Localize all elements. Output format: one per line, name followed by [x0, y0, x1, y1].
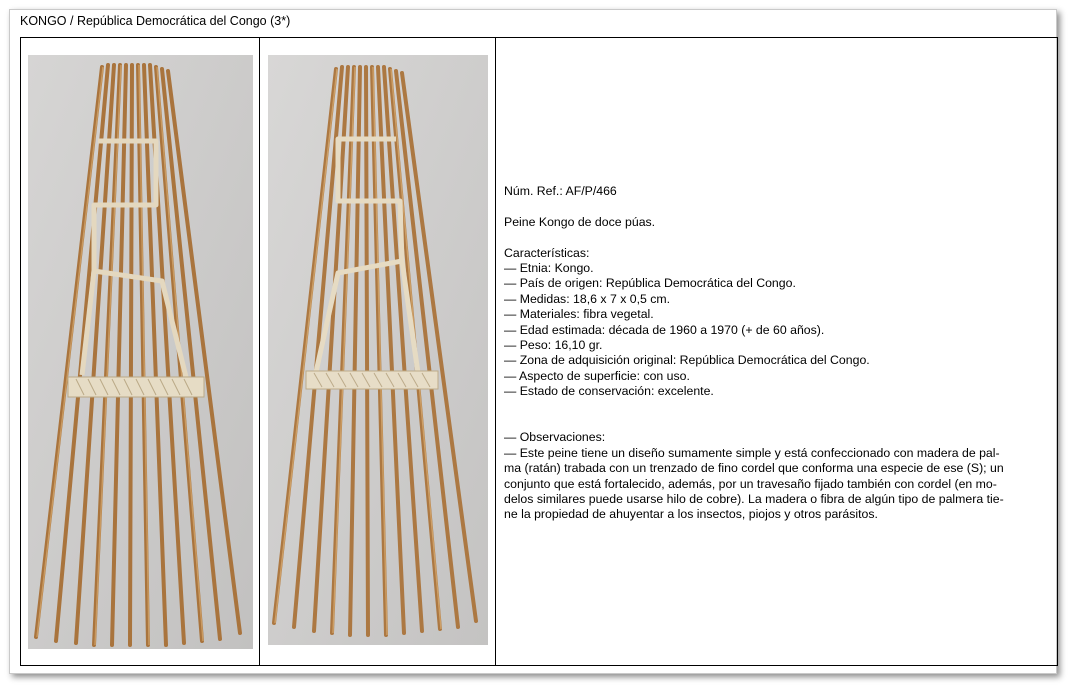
comb-photo-front — [28, 55, 253, 649]
observations-line: delos similares puede usarse hilo de cobre). La madera o fibra de algún tipo de palmera tie- — [504, 492, 1004, 507]
item-summary: Peine Kongo de doce púas. — [504, 214, 656, 229]
observations-line: conjunto que está fortalecido, además, por un travesaño fijado también con cordel (en mo- — [504, 476, 997, 491]
photo-cell-back — [260, 38, 496, 665]
characteristic-item: — País de origen: República Democrática del Congo. — [504, 276, 796, 291]
characteristics-title: Características: — [504, 245, 590, 260]
item-description — [504, 184, 1049, 523]
comb-image-back — [268, 55, 488, 645]
observations-line: ma (ratán) trabada con un trenzado de fino cordel que conforma una especie de ese (S); un — [504, 461, 1004, 476]
comb-photo-back — [268, 55, 488, 645]
characteristic-item: — Peso: 16,10 gr. — [504, 338, 603, 353]
characteristic-item: — Etnia: Kongo. — [504, 261, 594, 275]
observations-line: ne la propiedad de ahuyentar a los insectos, piojos y otros parásitos. — [504, 507, 878, 522]
characteristic-item: — Materiales: fibra vegetal. — [504, 307, 654, 322]
characteristic-item: — Estado de conservación: excelente. — [504, 384, 714, 399]
photo-cell-front — [21, 38, 260, 665]
characteristic-item: — Zona de adquisición original: República Democrática del Congo. — [504, 353, 870, 368]
observations-line: — Este peine tiene un diseño sumamente simple y está confeccionado con madera de pal- — [504, 445, 1000, 460]
characteristic-item: — Edad estimada: década de 1960 a 1970 (+ de 60 años). — [504, 322, 825, 337]
catalog-table — [20, 37, 1058, 666]
characteristic-item: — Medidas: 18,6 x 7 x 0,5 cm. — [504, 291, 671, 306]
info-cell — [496, 38, 1057, 665]
comb-image-front — [28, 55, 253, 649]
reference-number: Núm. Ref.: AF/P/466 — [504, 184, 617, 198]
page-title: KONGO / República Democrática del Congo (3*) — [20, 14, 291, 28]
characteristic-item: — Aspecto de superficie: con uso. — [504, 368, 690, 383]
observations-title: — Observaciones: — [504, 430, 606, 445]
